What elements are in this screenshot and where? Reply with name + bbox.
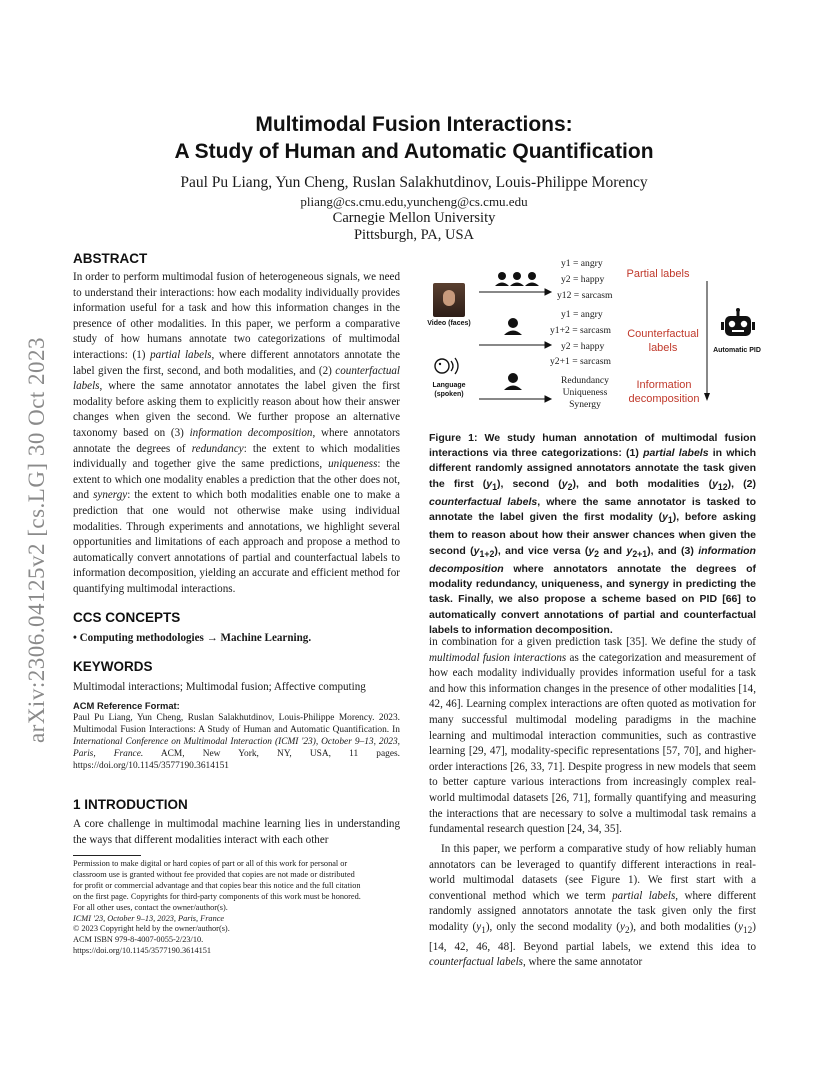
counterfactual-labels-caption: Counterfactual labels: [627, 328, 699, 354]
intro-text-right-p2: In this paper, we perform a comparative study of how reliably human annotators can be leveraged to quantify different interactions in real-world multimodal datasets (see Figure 1). We first start with a conventional method which we term partial labels, where different randomly assigned annotators annotate the task given only the first modality $(y_1)$, only the second modality $(y_2)$, and both modalities $(y_{12})$ [14, 42, 46, 48]. Beyond partial labels, we extend this idea to counterfactual labels, where the same annotator: [429, 843, 756, 969]
language-label: Language (spoken): [432, 382, 466, 398]
video-label: Video (faces): [427, 320, 471, 327]
arxiv-id-text: arXiv:2306.04125v2 [cs.LG] 30 Oct 2023: [24, 336, 49, 744]
video-face-image: [433, 283, 465, 317]
footnote-line: classroom use is granted without fee provided that copies are not made or distributed: [73, 869, 355, 879]
author-email: pliang@cs.cmu.edu,yuncheng@cs.cmu.edu: [300, 194, 528, 209]
paper-title: [120, 111, 708, 165]
author-names: Paul Pu Liang, Yun Cheng, Ruslan Salakhutdinov, Louis-Philippe Morency: [180, 174, 648, 191]
cf-y2plus1: y2+1 = sarcasm: [550, 356, 611, 367]
intro-text-right-p1: in combination for a given prediction task [35]. We define the study of multimodal fusion interactions as the categorization and measurement of how each modality individually provides information useful for a task and how this information changes in the presence of other modalities [14, 42, 46]. Learning complex interactions are often quoted as motivation for many successful multimodal modeling paradigms in the machine learning and multimodal interaction communities, such as contrastive learning [29, 47], modality-specific representations [57, 70], and higher-order interactions [26, 33, 71]. Despite progress in new models that seem to better capture various interactions from increasingly complex real-world multimodal datasets [26, 71], formally quantifying and measuring the interactions that are necessary to solve a multimodal task remains a fundamental research question [24, 34, 35].: [429, 636, 756, 836]
footnote-line: Permission to make digital or hard copies of part or all of this work for personal or: [73, 859, 348, 868]
pid-arrow-robot: [701, 277, 761, 407]
author-location: Pittsburgh, PA, USA: [353, 227, 475, 243]
partial-y12: y12 = sarcasm: [557, 290, 613, 301]
decomp-caption: Information decomposition: [628, 379, 700, 405]
decomp-redundancy: Redundancy: [561, 375, 609, 386]
footnote-rule: [73, 855, 141, 856]
footnote-line: © 2023 Copyright held by the owner/author(s).: [73, 924, 230, 934]
title-line-1: Multimodal Fusion Interactions:: [255, 113, 573, 136]
footnote-line: https://doi.org/10.1145/3577190.3614151: [73, 946, 212, 956]
acm-ref-heading: ACM Reference Format:: [73, 700, 180, 711]
footnote-line: for profit or commercial advantage and that copies bear this notice and the full citation: [73, 880, 361, 890]
acm-ref-text: Paul Pu Liang, Yun Cheng, Ruslan Salakhutdinov, Louis-Philippe Morency. 2023. Multimodal Fusion Interactions: A Study of Human and Automatic Quantification. In International Conference on Multimodal Interaction (ICMI '23), October 9–13, 2023, Paris, France. ACM, New York, NY, USA, 11 pages. https://doi.org/10.1145/3577190.3614151: [73, 713, 400, 771]
partial-y1: y1 = angry: [561, 258, 603, 269]
cf-y1: y1 = angry: [561, 309, 603, 320]
intro-text-left: A core challenge in multimodal machine learning lies in understanding the ways that different modalities interact with each other: [73, 818, 400, 846]
partial-y2: y2 = happy: [561, 274, 605, 285]
decomp-uniqueness: Uniqueness: [562, 387, 608, 398]
footnote: [73, 859, 400, 957]
ccs-item: • Computing methodologies → Machine Learning.: [73, 632, 312, 644]
partial-labels-caption: Partial labels: [626, 268, 690, 280]
speaker-icon: [433, 353, 465, 379]
intro-heading: 1 INTRODUCTION: [73, 797, 188, 812]
author-block: [120, 174, 708, 244]
abstract-heading: ABSTRACT: [73, 251, 148, 266]
footnote-line: ICMI '23, October 9–13, 2023, Paris, France: [73, 913, 225, 923]
keywords-heading: KEYWORDS: [73, 659, 153, 674]
footnote-line: For all other uses, contact the owner/author(s).: [73, 902, 228, 912]
cf-y1plus2: y1+2 = sarcasm: [550, 325, 611, 336]
author-affiliation: Carnegie Mellon University: [332, 210, 496, 226]
ccs-heading: CCS CONCEPTS: [73, 610, 181, 625]
arxiv-identifier: [22, 290, 52, 790]
figure-1: [429, 255, 759, 415]
cf-y2: y2 = happy: [561, 341, 605, 352]
keywords-text: Multimodal interactions; Multimodal fusion; Affective computing: [73, 681, 366, 693]
pid-label: Automatic PID: [713, 347, 761, 354]
footnote-line: ACM ISBN 979-8-4007-0055-2/23/10.: [73, 935, 204, 945]
footnote-line: on the first page. Copyrights for third-party components of this work must be honored.: [73, 891, 361, 901]
figure-caption: Figure 1: We study human annotation of multimodal fusion interactions via three categorizations: (1) partial labels in which different randomly assigned annotators annotate the task given the first $(y_1)$, second $(y_2)$, and both modalities $(y_{12})$, (2) counterfactual labels, where the same annotator is tasked to annotate the label given the first modality $(y_1)$, before asking them to reason about how their answer chances when given the second $(y_{1+2})$, and vice versa ($y_2$ and $y_{2+1}$), and (3) information decomposition where annotators annotate the degrees of modality redundancy, uniqueness, and synergy in predicting the task. Finally, we also propose a scheme based on PID [66] to automatically convert annotations of partial and counterfactual labels to information decomposition.: [429, 432, 757, 636]
title-line-2: A Study of Human and Automatic Quantification: [174, 140, 654, 163]
abstract-text: In order to perform multimodal fusion of heterogeneous signals, we need to understand their interactions: how each modality individually provides information useful for a task and how this information changes in the presence of other modalities. In this paper, we perform a comparative study of how humans annotate two categorizations of multimodal interactions: (1) partial labels, where different annotators annotate the label given the first, second, and both modalities, and (2) counterfactual labels, where the same annotator annotates the label given the first modality before asking them to explicitly reason about how their answer changes when given the second. We further propose an alternative taxonomy based on (3) information decomposition, where annotators annotate the degrees of redundancy: the extent to which modalities individually and together give the same predictions, uniqueness: the extent to which one modality enables a prediction that the other does not, and synergy: the extent to which both modalities enable one to make a prediction that one would not otherwise make using individual modalities. Through experiments and annotations, we highlight several opportunities and limitations of each approach and propose a method to automatically convert annotations of partial and counterfactual labels to information decomposition, yielding an accurate and efficient method for quantifying multimodal interactions.: [73, 271, 400, 595]
decomp-synergy: Synergy: [569, 399, 601, 410]
